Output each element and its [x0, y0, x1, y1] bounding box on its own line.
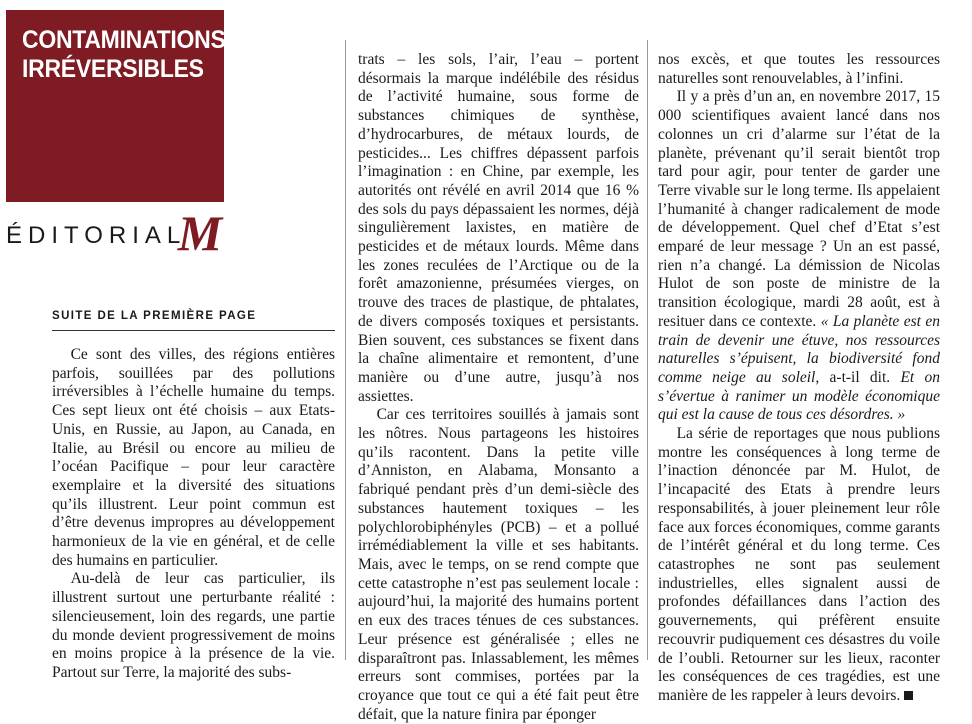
paragraph-5-text: La série de reportages que nous publions montre les conséquences à long terme de l’inaction dénoncée par M. Hulot, de l’incapacité des Etats à prendre leurs responsabilités, à jouer pleinement leur rôle face aux forces économiques, comme garants de l’intérêt général et du long terme. Ces catastrophes ne sont pas seulement industrielles, elles signalent aussi de profondes défaillances dans l’action des gouvernements, qui préfèrent ensuite recouvrir pudiquement ces désastres du voile de l’oubli. Retourner sur les lieux, raconter les conséquences de ces tragédies, est une manière de les rappeler à leurs devoirs.	[658, 425, 940, 704]
paragraph-4	[658, 88, 940, 425]
continued-label: SUITE DE LA PREMIÈRE PAGE	[52, 310, 257, 322]
paragraph-3-end: nos excès, et que toutes les ressources naturelles sont renouvelables, à l’infini.	[658, 51, 940, 87]
paragraph-2-start: Au-delà de leur cas particulier, ils illustrent surtout une perturbante réalité : silencieusement, loin des regards, une partie du monde devient progressivement de moins en moins propice à la présence de la vie. Partout sur Terre, la majorité des subs-	[52, 570, 335, 681]
article-column-3	[658, 51, 940, 706]
headline-line-2: IRRÉVERSIBLES	[22, 55, 204, 83]
headline-banner	[6, 10, 224, 202]
column-divider-2	[647, 40, 648, 660]
editorial-label: ÉDITORIAL	[6, 222, 187, 249]
paragraph-3-start: Car ces territoires souillés à jamais sont les nôtres. Nous partageons les histoires qu’ils racontent. Dans la petite ville d’Anniston, en Alabama, Monsanto a fabriqué pendant près d’un demi-siècle des substances hautement toxiques – les polychlorobiphényles (PCB) – et a pollué irrémédiablement la ville et ses habitants. Mais, avec le temps, on se rend compte que cette catastrophe n’est pas seulement locale : aujourd’hui, la majorité des humains portent en eux des traces ténues de ces substances. Leur présence est généralisée ; elles ne disparaîtront pas. Inlassablement, les mêmes erreurs sont commises, portées par la croyance que tout ce qui a été fait peut être défait, que la nature finira par éponger	[358, 406, 639, 723]
paragraph-1: Ce sont des villes, des régions entières parfois, souillées par des pollutions irréversibles à l’échelle humaine du temps. Ces sept lieux ont été choisis – aux Etats-Unis, en Russie, au Japon, au Canada, en Italie, au Brésil ou encore au milieu de l’océan Pacifique – pour leur caractère exemplaire et la diversité des situations qu’ils illustrent. Leur point commun est d’être devenus impropres au développement harmonieux de la vie en général, et de celle des humains en particulier.	[52, 346, 335, 569]
article-column-2	[358, 51, 639, 724]
quote-attribution: a-t-il dit.	[819, 368, 901, 386]
logo-letter: M	[177, 208, 223, 256]
le-monde-logo	[172, 208, 228, 256]
paragraph-5	[658, 425, 940, 706]
headline	[22, 26, 226, 84]
paragraph-2-end: trats – les sols, l’air, l’eau – portent désormais la marque indélébile des résidus de l’activité humaine, sous forme de substances chimiques de synthèse, d’hydrocarbures, de métaux lourds, de pesticides... Les chiffres dépassent parfois l’imagination : en Chine, par exemple, les autorités ont révélé en avril 2014 que 16 % des sols du pays dépassaient les normes, déjà singulièrement laxistes, en matière de pesticides et de métaux lourds. Même dans les zones reculées de l’Arctique ou de la forêt amazonienne, présumées vierges, on trouve des traces de plastique, de phtalates, de divers composés toxiques et persistants. Bien souvent, ces substances se fixent dans la chaîne alimentaire et remontent, d’une manière ou d’une autre, jusqu’à nos assiettes.	[358, 51, 639, 405]
hulot-quote-2: Et on s’évertue à ranimer un modèle économique qui est la cause de tous ces désordres. »	[658, 368, 940, 424]
editorial-header	[6, 208, 236, 256]
continued-rule	[52, 330, 335, 331]
headline-line-1: CONTAMINATIONS	[22, 26, 226, 54]
column-divider-1	[345, 40, 346, 660]
hulot-quote-1: « La planète est en train de devenir une étuve, nos ressources naturelles s’épuisent, la biodiversité fond comme neige au soleil,	[658, 312, 940, 386]
article-column-1	[52, 346, 335, 683]
paragraph-4-text: Il y a près d’un an, en novembre 2017, 15 000 scientifiques avaient lancé dans nos colonnes un cri d’alarme sur l’état de la planète, prévenant qu’il serait bientôt trop tard pour agir, pour tenter de garder une Terre vivable sur le long terme. Ils appelaient l’humanité à changer radicalement de mode de développement. Quel chef d’Etat s’est emparé de leur message ? Un an est passé, rien n’a changé. La démission de Nicolas Hulot de son poste de ministre de la transition écologique, mardi 28 août, est à resituer dans ce contexte.	[658, 88, 940, 330]
end-of-article-square	[904, 691, 913, 700]
